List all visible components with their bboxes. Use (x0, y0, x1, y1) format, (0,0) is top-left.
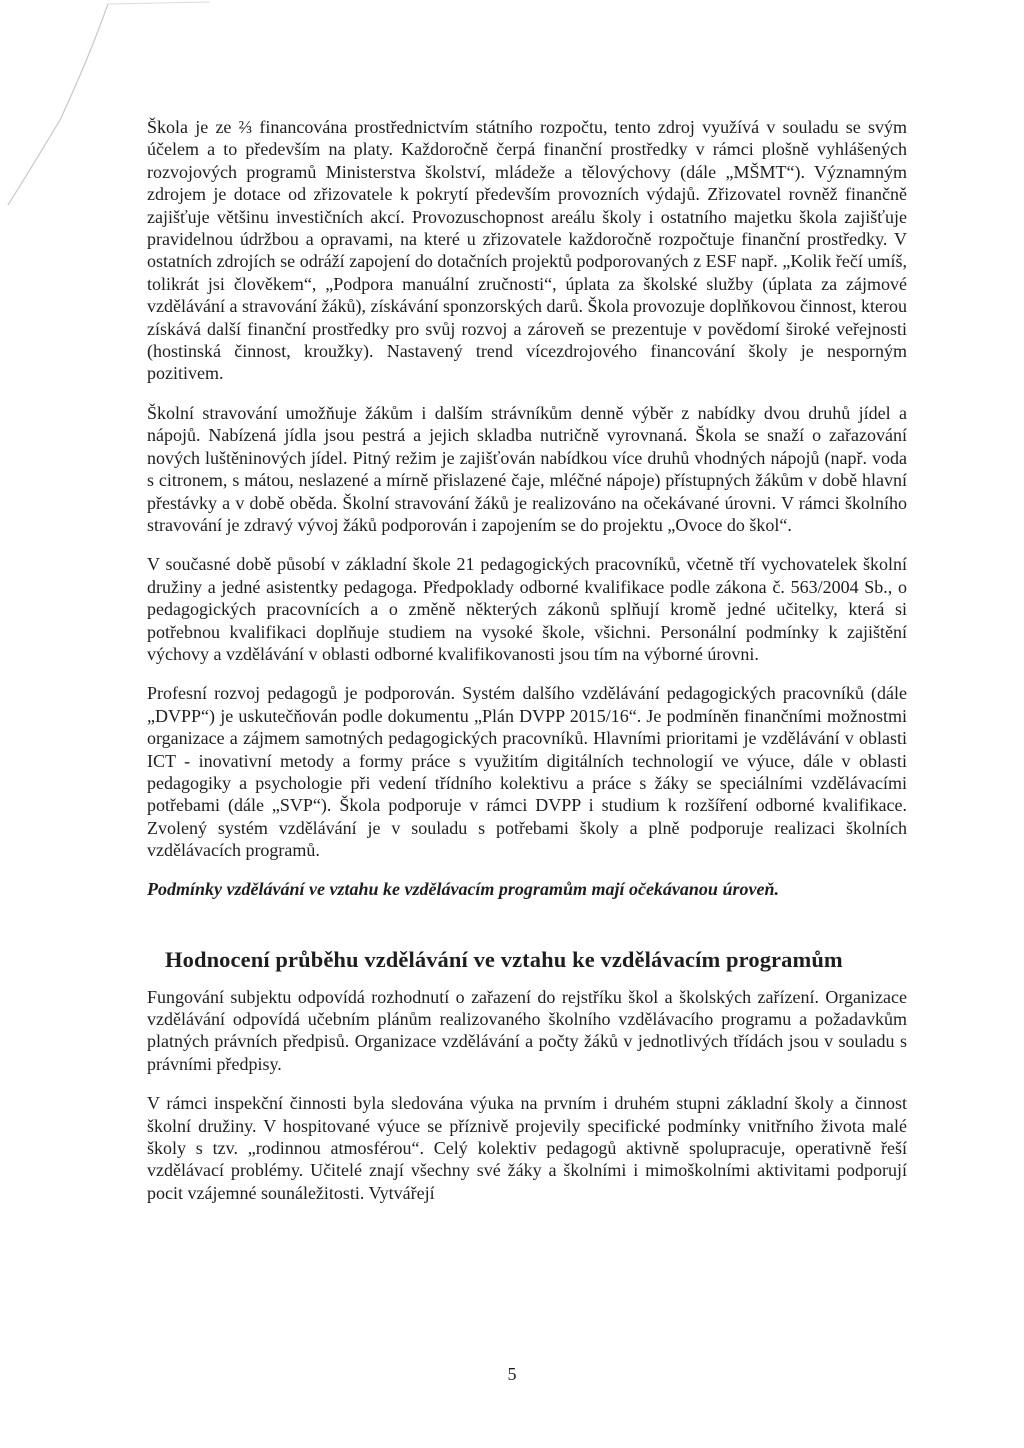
document-page (147, 116, 907, 1221)
page-number: 5 (507, 1364, 517, 1384)
financing-paragraph: Škola je ze ⅔ financována prostřednictvím státního rozpočtu, tento zdroj využívá v souladu se svým účelem a to především na platy. Každoročně čerpá finanční prostředky v rámci plošně vyhlášených rozvojových programů Ministerstva školství, mládeže a tělovýchovy (dále „MŠMT“). Významným zdrojem je dotace od zřizovatele k pokrytí především provozních výdajů. Zřizovatel rovněž finančně zajišťuje většinu investičních akcí. Provozuschopnost areálu školy i ostatního majetku škola zajišťuje pravidelnou údržbou a opravami, na které u zřizovatele každoročně rozpočtuje finanční prostředky. V ostatních zdrojích se odráží zapojení do dotačních projektů podporovaných z ESF např. „Kolik řečí umíš, tolikrát jsi člověkem“, „Podpora manuální zručnosti“, úplata za školské služby (úplata za zájmové vzdělávání a stravování žáků), získávání sponzorských darů. Škola provozuje doplňkovou činnost, kterou získává další finanční prostředky pro svůj rozvoj a zároveň se prezentuje v povědomí široké veřejnosti (hostinská činnost, kroužky). Nastavený trend vícezdrojového financování školy je nesporným pozitivem. (147, 117, 907, 384)
professional-development-paragraph: Profesní rozvoj pedagogů je podporován. Systém dalšího vzdělávání pedagogických pracovníků (dále „DVPP“) je uskutečňován podle dokumentu „Plán DVPP 2015/16“. Je podmíněn finančními možnostmi organizace a zájmem samotných pedagogických pracovníků. Hlavními prioritami je vzdělávání v oblasti ICT - inovativní metody a formy práce s využitím digitálních technologií ve výuce, dále v oblasti pedagogiky a psychologie při vedení třídního kolektivu a práce s žáky se speciálními vzdělávacími potřebami (dále „SVP“). Škola podporuje v rámci DVPP i studium k rozšíření odborné kvalifikace. Zvolený systém vzdělávání je v souladu s potřebami školy a plně podporuje realizaci školních vzdělávacích programů. (147, 683, 907, 861)
school-meals-paragraph: Školní stravování umožňuje žákům i dalším strávníkům denně výběr z nabídky dvou druhů jídel a nápojů. Nabízená jídla jsou pestrá a jejich skladba nutričně vyrovnaná. Škola se snaží o zařazování nových luštěninových jídel. Pitný režim je zajišťován nabídkou více druhů vhodných nápojů (např. voda s citronem, s mátou, neslazené a mírně přislazené čaje, mléčné nápoje) přístupných žákům v době hlavní přestávky a v době oběda. Školní stravování žáků je realizováno na očekávané úrovni. V rámci školního stravování je zdravý vývoj žáků podporován i zapojením se do projektu „Ovoce do škol“. (147, 402, 907, 535)
inspection-paragraph: V rámci inspekční činnosti byla sledována výuka na prvním i druhém stupni základní školy a činnost školní družiny. V hospitované výuce se příznivě projevily specifické podmínky vnitřního života malé školy s tzv. „rodinnou atmosférou“. Celý kolektiv pedagogů aktivně spolupracuje, operativně řeší vzdělávací problémy. Učitelé znají všechny své žáky a školními i mimoškolními aktivitami podporují pocit vzájemné sounáležitosti. Vytvářejí (147, 1093, 907, 1203)
section-heading: Hodnocení průběhu vzdělávání ve vztahu ke vzdělávacím programům (165, 946, 843, 972)
organization-paragraph: Fungování subjektu odpovídá rozhodnutí o zařazení do rejstříku škol a školských zařízení. Organizace vzdělávání odpovídá učebním plánům realizovaného školního vzdělávacího programu a požadavkům platných právních předpisů. Organizace vzdělávání a počty žáků v jednotlivých třídách jsou v souladu s právními předpisy. (147, 986, 907, 1074)
staff-qualification-paragraph: V současné době působí v základní škole 21 pedagogických pracovníků, včetně tří vychovatelek školní družiny a jedné asistentky pedagoga. Předpoklady odborné kvalifikace podle zákona č. 563/2004 Sb., o pedagogických pracovnících a o změně některých zákonů splňují kromě jedné učitelky, která si potřebnou kvalifikaci doplňuje studiem na vysoké škole, všichni. Personální podmínky k zajištění výchovy a vzdělávání v oblasti odborné kvalifikovanosti jsou tím na výborné úrovni. (147, 554, 907, 664)
conditions-conclusion: Podmínky vzdělávání ve vztahu ke vzdělávacím programům mají očekávanou úroveň. (147, 878, 779, 899)
